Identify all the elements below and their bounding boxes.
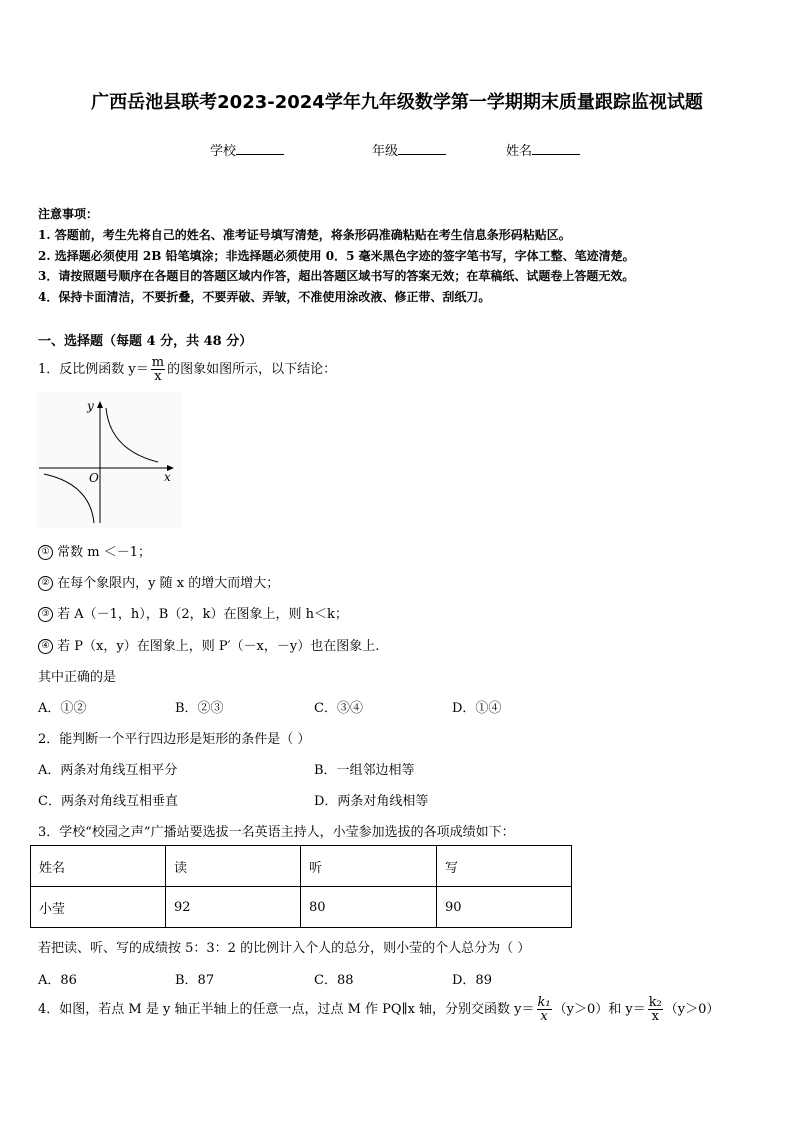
table-cell: 小莹 (31, 887, 166, 928)
circled-number: ① (38, 545, 53, 560)
notice-item: 4．保持卡面清洁，不要折叠，不要弄破、弄皱，不准使用涂改液、修正带、刮纸刀。 (38, 290, 491, 304)
table-header-cell: 听 (301, 846, 437, 887)
q3-option-b[interactable]: B．87 (175, 973, 215, 988)
notice-item: 3．请按照题号顺序在各题目的答题区域内作答，超出答题区域书写的答案无效；在草稿纸、试题卷上答题无效。 (38, 269, 635, 283)
q3-option-a[interactable]: A．86 (38, 973, 77, 988)
q1-frac-num: m (151, 355, 165, 370)
notice-heading: 注意事项： (38, 207, 99, 221)
q1-statement (38, 572, 279, 591)
statement-text: 在每个象限内，y 随 x 的增大而增大； (57, 576, 280, 591)
q1-option-d[interactable]: D．①④ (452, 701, 502, 716)
table-header-row (31, 846, 572, 887)
q3-stem: 3．学校“校园之声”广播站要选拔一名英语主持人，小莹参加选拔的各项成绩如下： (38, 825, 515, 840)
q1-statement (38, 603, 348, 622)
page-title: 广西岳池县联考2023-2024学年九年级数学第一学期期末质量跟踪监视试题 (91, 92, 703, 113)
statement-text: 若 P（x，y）在图象上，则 P′（－x，－y）也在图象上. (57, 639, 380, 654)
q4-fraction-k1 (537, 996, 552, 1023)
q2-option-d[interactable]: D．两条对角线相等 (314, 794, 429, 809)
hyperbola-graph (36, 392, 182, 528)
y-axis-label: y (87, 399, 94, 413)
notice-item: 1. 答题前，考生先将自己的姓名、准考证号填写清楚，将条形码准确粘贴在考生信息条形码粘贴区。 (38, 228, 571, 242)
q1-option-a[interactable]: A．①② (38, 701, 87, 716)
grade-label: 年级 (372, 144, 399, 159)
q4-fraction-k2 (648, 996, 663, 1023)
q2-option-a[interactable]: A．两条对角线互相平分 (38, 763, 178, 778)
circled-number: ④ (38, 639, 53, 654)
q1-suffix: 的图象如图所示，以下结论： (167, 362, 337, 377)
k1-den: x (537, 1009, 552, 1023)
q2-option-c[interactable]: C．两条对角线互相垂直 (38, 794, 178, 809)
statement-text: 常数 m ＜－1； (57, 545, 152, 560)
q1-question: 其中正确的是 (38, 670, 117, 685)
k2-num: k₂ (648, 995, 662, 1010)
q3-question: 若把读、听、写的成绩按 5：3：2 的比例计入个人的总分，则小莹的个人总分为（ ） (38, 941, 531, 956)
table-header-cell: 写 (437, 846, 572, 887)
q1-stem (38, 356, 336, 383)
q4-part1: 4．如图，若点 M 是 y 轴正半轴上的任意一点，过点 M 作 PQ∥x 轴，分别交函数 y＝ (38, 1002, 535, 1017)
q1-option-c[interactable]: C．③④ (314, 701, 363, 716)
circled-number: ③ (38, 607, 53, 622)
statement-text: 若 A（－1，h），B（2，k）在图象上，则 h＜k； (57, 607, 348, 622)
q1-option-b[interactable]: B．②③ (175, 701, 224, 716)
q4-stem (38, 996, 719, 1023)
school-field[interactable] (210, 140, 284, 159)
table-cell: 80 (301, 887, 437, 928)
x-axis-label: x (164, 470, 171, 484)
name-label: 姓名 (506, 144, 533, 159)
circled-number: ② (38, 576, 53, 591)
q2-option-b[interactable]: B．一组邻边相等 (314, 763, 415, 778)
name-field[interactable] (506, 140, 580, 159)
k1-num: k₁ (537, 995, 551, 1010)
q1-frac-den: x (151, 369, 165, 383)
q1-prefix: 1．反比例函数 y＝ (38, 362, 149, 377)
q4-part3: （y＞0） (664, 1002, 720, 1017)
q1-statement (38, 635, 379, 654)
k2-den: x (648, 1009, 663, 1023)
q3-option-d[interactable]: D．89 (452, 973, 492, 988)
q4-part2: （y＞0）和 y＝ (553, 1002, 646, 1017)
origin-label: O (89, 471, 99, 485)
table-cell: 90 (437, 887, 572, 928)
q1-fraction (151, 356, 165, 383)
table-header-cell: 读 (166, 846, 301, 887)
table-row (31, 887, 572, 928)
section-heading: 一、选择题（每题 4 分，共 48 分） (38, 334, 253, 349)
score-table (30, 845, 572, 928)
school-label: 学校 (210, 144, 237, 159)
q1-statement (38, 541, 151, 560)
table-cell: 92 (166, 887, 301, 928)
table-header-cell: 姓名 (31, 846, 166, 887)
grade-field[interactable] (372, 140, 446, 159)
q3-option-c[interactable]: C．88 (314, 973, 354, 988)
q2-stem: 2．能判断一个平行四边形是矩形的条件是（ ） (38, 732, 311, 747)
notice-item: 2. 选择题必须使用 2B 铅笔填涂；非选择题必须使用 0．5 毫米黑色字迹的签字笔书写，字体工整、笔迹清楚。 (38, 249, 635, 263)
